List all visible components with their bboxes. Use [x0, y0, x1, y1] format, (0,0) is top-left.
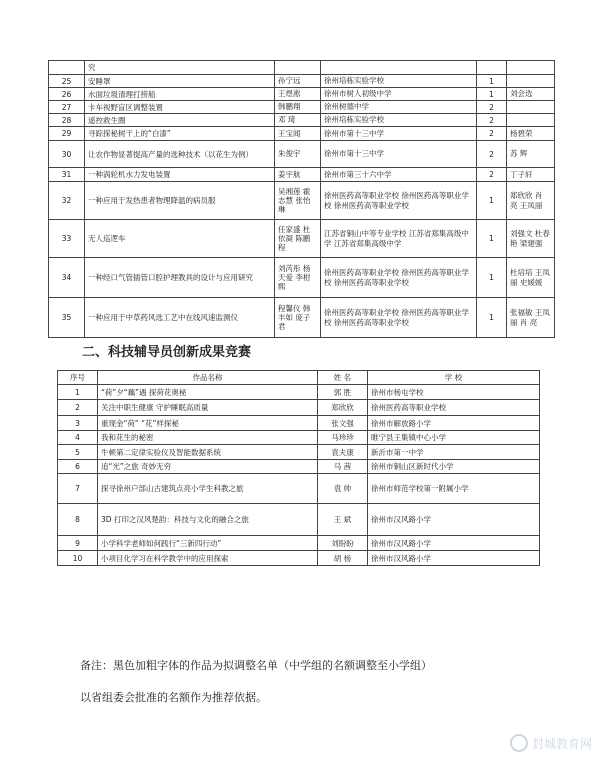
cell-title: 探寻徐州户部山古建筑点亮小学生科教之旅 [98, 474, 318, 504]
cell-no: 3 [58, 416, 98, 431]
cell-title: 重现金“荷” “花”样探秘 [98, 416, 318, 431]
cell-no: 33 [49, 220, 85, 258]
cell-no: 4 [58, 431, 98, 445]
cell-name: 袁夫康 [318, 445, 368, 460]
cell-no: 1 [58, 385, 98, 400]
cell-people: 任家盛 杜依凝 陈鹏程 [275, 220, 321, 258]
cell-name: 郑欣欣 [318, 400, 368, 416]
table-row [49, 101, 555, 114]
cell-name: 袁 帅 [318, 474, 368, 504]
cell-people [275, 61, 321, 75]
table-row [49, 182, 555, 220]
cell-no: 32 [49, 182, 85, 220]
cell-school: 睢宁县王集镇中心小学 [368, 431, 540, 445]
cell-count: 2 [477, 168, 507, 182]
cell-name: 郭 胜 [318, 385, 368, 400]
cell-no: 6 [58, 460, 98, 474]
cell-title: 无人巡逻车 [85, 220, 275, 258]
cell-count: 1 [477, 75, 507, 88]
cell-count: 2 [477, 114, 507, 127]
note-line-1: 备注：黑色加粗字体的作品为拟调整名单（中学组的名额调整至小学组） [80, 659, 432, 672]
cell-no: 31 [49, 168, 85, 182]
table-row [49, 114, 555, 127]
watermark [510, 734, 592, 752]
cell-title: 3D 打印之汉风楚韵：科技与文化的融合之旅 [98, 504, 318, 536]
cell-tutor: 刘强文 杜春艳 梁建强 [507, 220, 555, 258]
cell-no [49, 61, 85, 75]
cell-title: 让农作物显著提高产量的选种技术（以花生为例） [85, 141, 275, 168]
cell-tutor [507, 114, 555, 127]
cell-count [477, 61, 507, 75]
cell-no: 35 [49, 298, 85, 338]
cell-tutor: 郑欣欣 肖 亮 王凤丽 [507, 182, 555, 220]
cell-name: 张文强 [318, 416, 368, 431]
cell-school: 徐州医药高等职业学校 徐州医药高等职业学校 徐州医药高等职业学校 [321, 298, 477, 338]
cell-tutor [507, 75, 555, 88]
cell-tutor [507, 61, 555, 75]
cell-no: 27 [49, 101, 85, 114]
cell-tutor: 杜培培 王凤丽 史媛媛 [507, 258, 555, 298]
table-row [49, 61, 555, 75]
cell-no: 5 [58, 445, 98, 460]
cell-people: 孙宁远 [275, 75, 321, 88]
cell-tutor: 苏 辉 [507, 141, 555, 168]
cell-title: 一种涡轮机水力发电装置 [85, 168, 275, 182]
cell-tutor: 丁子轩 [507, 168, 555, 182]
cell-title: “荷”夕“藕”遇 探荷花奥秘 [98, 385, 318, 400]
cell-title: 安睡罩 [85, 75, 275, 88]
cell-no: 30 [49, 141, 85, 168]
cell-school: 徐州市第三十六中学 [321, 168, 477, 182]
header-title: 作品名称 [98, 371, 318, 385]
table-row [58, 416, 540, 431]
cell-school: 徐州市解放路小学 [368, 416, 540, 431]
table-continuation [48, 60, 555, 338]
cell-name: 马 茜 [318, 460, 368, 474]
table-row [58, 445, 540, 460]
cell-people: 王宝闻 [275, 127, 321, 141]
cell-tutor: 刘会选 [507, 88, 555, 101]
cell-title: 关注中职生健康 守护睡眠高质量 [98, 400, 318, 416]
cell-count: 1 [477, 220, 507, 258]
cell-name: 王 斌 [318, 504, 368, 536]
cell-school: 徐州医药高等职业学校 [368, 400, 540, 416]
cell-school: 徐州市杨屯学校 [368, 385, 540, 400]
cell-no: 25 [49, 75, 85, 88]
table-row [58, 474, 540, 504]
table-row [49, 220, 555, 258]
cell-people: 刘芮彤 杨天爱 李柑熙 [275, 258, 321, 298]
logo-icon [510, 734, 528, 752]
table-row [58, 536, 540, 551]
table-row [49, 298, 555, 338]
cell-people: 韩鹏翔 [275, 101, 321, 114]
table-row [58, 431, 540, 445]
cell-school: 徐州市树人初级中学 [321, 88, 477, 101]
cell-no: 28 [49, 114, 85, 127]
cell-no: 7 [58, 474, 98, 504]
table-row [58, 460, 540, 474]
table-row [49, 88, 555, 101]
cell-title: 一种经口气管插管口腔护理教具的设计与应用研究 [85, 258, 275, 298]
cell-count: 1 [477, 88, 507, 101]
cell-title: 究 [85, 61, 275, 75]
cell-school: 徐州树德中学 [321, 101, 477, 114]
table-row [49, 141, 555, 168]
cell-count: 1 [477, 258, 507, 298]
cell-no: 8 [58, 504, 98, 536]
cell-title: 水面垃圾清理打捞船 [85, 88, 275, 101]
table-row [49, 127, 555, 141]
cell-count: 1 [477, 298, 507, 338]
cell-school: 新沂市第一中学 [368, 445, 540, 460]
header-no: 序号 [58, 371, 98, 385]
cell-no: 10 [58, 551, 98, 566]
cell-title: 追“光”之旅 奇妙无穷 [98, 460, 318, 474]
cell-school: 徐州市第十三中学 [321, 127, 477, 141]
cell-name: 刘盼盼 [318, 536, 368, 551]
table-counselor-competition [57, 370, 540, 566]
cell-name: 胡 杨 [318, 551, 368, 566]
cell-title: 遥控救生圈 [85, 114, 275, 127]
cell-title: 牛顿第二定律实验仪及智能数据系统 [98, 445, 318, 460]
section-heading: 二、科技辅导员创新成果竞赛 [82, 345, 252, 360]
cell-school: 徐州市汉风路小学 [368, 504, 540, 536]
table-row [49, 75, 555, 88]
watermark-text: 封城教育网 [531, 736, 592, 751]
table-row [58, 551, 540, 566]
header-name: 姓 名 [318, 371, 368, 385]
cell-school: 徐州培栋实验学校 [321, 75, 477, 88]
cell-title: 卡车视野盲区调整装置 [85, 101, 275, 114]
cell-title: 寻踪探秘树干上的“白漆” [85, 127, 275, 141]
cell-school: 徐州市铜山区新时代小学 [368, 460, 540, 474]
cell-title: 一种应用于中草药风选工艺中在线风速监测仪 [85, 298, 275, 338]
cell-school: 徐州市第十三中学 [321, 141, 477, 168]
cell-school: 徐州医药高等职业学校 徐州医药高等职业学校 徐州医药高等职业学校 [321, 258, 477, 298]
cell-count: 1 [477, 182, 507, 220]
cell-school: 徐州市师范学校第一附属小学 [368, 474, 540, 504]
table-header-row [58, 371, 540, 385]
cell-school: 徐州培栋实验学校 [321, 114, 477, 127]
cell-title: 一种应用于发热患者物理降温的病员服 [85, 182, 275, 220]
cell-people: 朱俊宇 [275, 141, 321, 168]
cell-tutor: 张福敏 王凤丽 肖 亮 [507, 298, 555, 338]
cell-people: 姜宇航 [275, 168, 321, 182]
header-school: 学 校 [368, 371, 540, 385]
cell-count: 2 [477, 127, 507, 141]
cell-no: 34 [49, 258, 85, 298]
cell-no: 9 [58, 536, 98, 551]
cell-title: 我和花生的秘密 [98, 431, 318, 445]
cell-title: 小学科学老师如何践行“三新四行动” [98, 536, 318, 551]
cell-school: 江苏省铜山中等专业学校 江苏省郑集高级中学 江苏省郑集高级中学 [321, 220, 477, 258]
note-line-2: 以省组委会批准的名额作为推荐依据。 [80, 691, 267, 704]
cell-no: 2 [58, 400, 98, 416]
cell-people: 邓 琦 [275, 114, 321, 127]
table-row [58, 400, 540, 416]
cell-school: 徐州市汉风路小学 [368, 536, 540, 551]
cell-people: 程馨仪 韩丰如 庞子君 [275, 298, 321, 338]
cell-title: 小项目化学习在科学教学中的应用探索 [98, 551, 318, 566]
table-row [58, 504, 540, 536]
cell-school: 徐州医药高等职业学校 徐州医药高等职业学校 徐州医药高等职业学校 [321, 182, 477, 220]
cell-no: 26 [49, 88, 85, 101]
cell-school: 徐州市汉风路小学 [368, 551, 540, 566]
table-row [58, 385, 540, 400]
cell-people: 吴湘莲 霍志慧 张怡琳 [275, 182, 321, 220]
cell-no: 29 [49, 127, 85, 141]
cell-people: 王煜淞 [275, 88, 321, 101]
cell-count: 2 [477, 101, 507, 114]
cell-tutor: 杨碧荣 [507, 127, 555, 141]
cell-count: 2 [477, 141, 507, 168]
cell-school [321, 61, 477, 75]
table-row [49, 258, 555, 298]
table-row [49, 168, 555, 182]
cell-tutor [507, 101, 555, 114]
cell-name: 马珍珍 [318, 431, 368, 445]
